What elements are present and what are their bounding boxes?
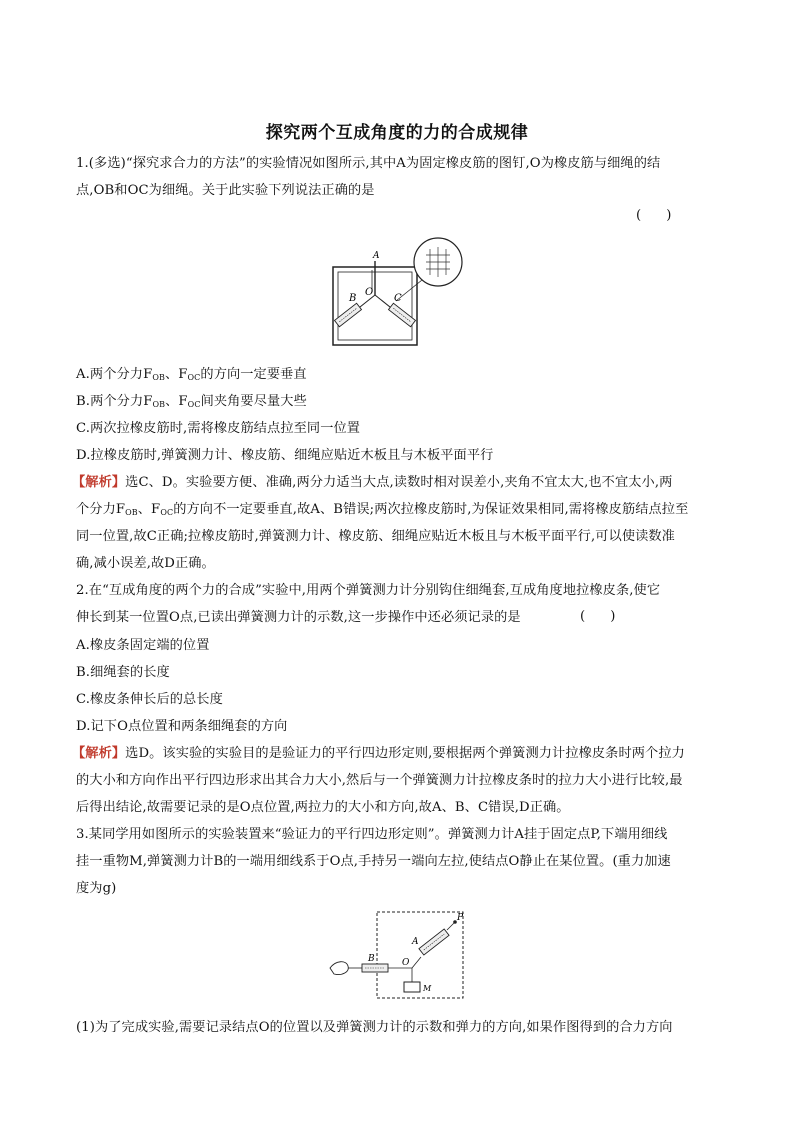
q2-analysis-line2: 的大小和方向作出平行四边形求出其合力大小,然后与一个弹簧测力计拉橡皮条时的拉力大小进行比较,最 xyxy=(76,773,683,788)
analysis-tag: 【解析】 xyxy=(72,746,126,761)
label-a: A xyxy=(412,937,419,947)
q1-analysis-line1: 【解析】选C、D。实验要方便、准确,两分力适当大点,读数时相对误差小,夹角不宜太大,也不宜太小,两 xyxy=(72,475,673,490)
q2-answer-blank: ( ) xyxy=(580,609,616,624)
label-p: P xyxy=(457,913,464,923)
label-b: B xyxy=(368,954,375,964)
label-b: B xyxy=(349,293,357,304)
q1-stem-line1: 1.(多选)“探究求合力的方法”的实验情况如图所示,其中A为固定橡皮筋的图钉,O为橡皮筋与细绳的结 xyxy=(76,156,661,171)
label-a: A xyxy=(373,251,380,261)
q2-stem-line2: 伸长到某一位置O点,已读出弹簧测力计的示数,这一步操作中还必须记录的是 xyxy=(76,610,521,625)
q2-analysis-line1: 【解析】选D。该实验的实验目的是验证力的平行四边形定则,要根据两个弹簧测力计拉橡皮条时两个拉力 xyxy=(72,746,685,761)
q3-stem-line1: 3.某同学用如图所示的实验装置来“验证力的平行四边形定则”。弹簧测力计A挂于固定点P,下端用细线 xyxy=(76,827,668,842)
q1-analysis-line4: 确,减小误差,故D正确。 xyxy=(76,556,215,571)
q1-option-c: C.两次拉橡皮筋时,需将橡皮筋结点拉至同一位置 xyxy=(76,421,361,436)
q2-analysis-line3: 后得出结论,故需要记录的是O点位置,两拉力的大小和方向,故A、B、C错误,D正确。 xyxy=(76,800,570,815)
spring-scale-b xyxy=(335,303,362,327)
label-o: O xyxy=(365,287,374,298)
q3-stem-line2: 挂一重物M,弹簧测力计B的一端用细线系于O点,手持另一端向左拉,使结点O静止在某位置。(重力加速 xyxy=(76,854,671,869)
q2-option-d: D.记下O点位置和两条细绳套的方向 xyxy=(76,719,288,734)
spring-scale-b xyxy=(362,964,388,972)
label-m: M xyxy=(423,984,432,993)
analysis-tag: 【解析】 xyxy=(72,475,126,490)
q2-option-b: B.细绳套的长度 xyxy=(76,665,170,680)
page-title: 探究两个互成角度的力的合成规律 xyxy=(265,123,529,143)
q1-option-b: B.两个分力$F_{OB}$、$F_{OC}$间夹角要尽量大些 xyxy=(76,394,307,409)
q2-option-c: C.橡皮条伸长后的总长度 xyxy=(76,692,223,707)
weight-m xyxy=(404,982,420,992)
q1-analysis-line2: 个分力$F_{OB}$、$F_{OC}$的方向不一定要垂直,故A、B错误;两次拉橡皮筋时,为保证效果相同,需将橡皮筋结点拉至 xyxy=(76,502,689,517)
spring-scale-a xyxy=(419,929,449,955)
q1-option-d: D.拉橡皮筋时,弹簧测力计、橡皮筋、细绳应贴近木板且与木板平面平行 xyxy=(76,448,494,463)
q1-stem-line2: 点,OB和OC为细绳。关于此实验下列说法正确的是 xyxy=(76,183,375,198)
q3-stem-line3: 度为g) xyxy=(76,881,117,896)
q1-figure xyxy=(318,235,468,355)
hand-icon xyxy=(330,962,348,975)
q2-option-a: A.橡皮条固定端的位置 xyxy=(76,638,210,653)
q3-sub1-line1: (1)为了完成实验,需要记录结点O的位置以及弹簧测力计的示数和弹力的方向,如果作图得到的合力方向 xyxy=(76,1020,673,1035)
label-c: C xyxy=(394,293,402,304)
spring-scale-c xyxy=(389,303,416,327)
q3-figure xyxy=(322,908,472,1003)
label-o: O xyxy=(402,958,410,968)
q1-option-a: A.两个分力$F_{OB}$、$F_{OC}$的方向一定要垂直 xyxy=(76,367,307,382)
q1-analysis-line3: 同一位置,故C正确;拉橡皮筋时,弹簧测力计、橡皮筋、细绳应贴近木板且与木板平面平行,可以使读数准 xyxy=(76,529,675,544)
q2-stem-line1: 2.在“互成角度的两个力的合成”实验中,用两个弹簧测力计分别钩住细绳套,互成角度地拉橡皮条,使它 xyxy=(76,583,661,598)
q1-answer-blank: ( ) xyxy=(636,208,672,223)
